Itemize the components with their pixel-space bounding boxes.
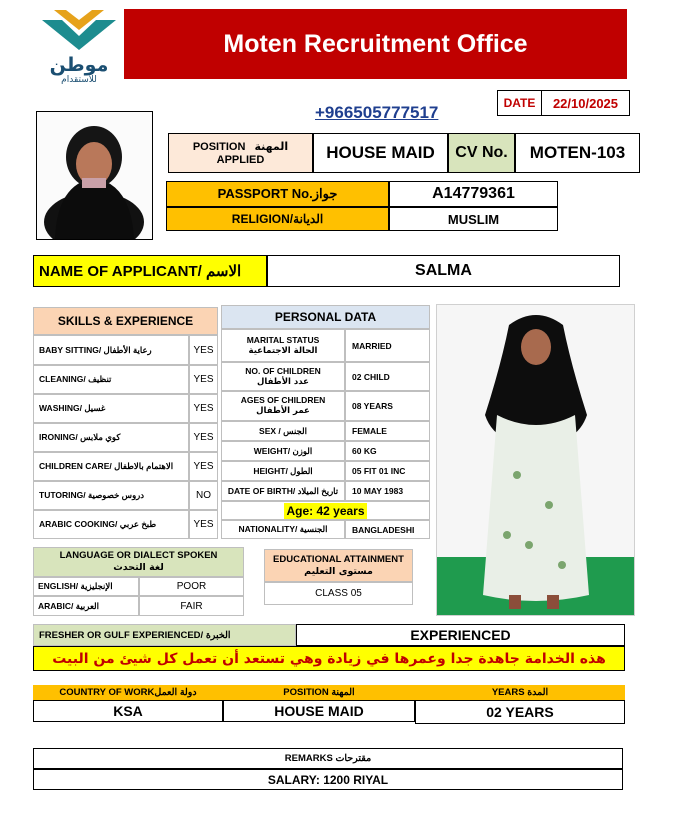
position-applied-label — [168, 133, 313, 173]
personal-label-ar: الحالة الاجتماعية — [248, 345, 318, 356]
skill-value: YES — [189, 394, 218, 423]
remarks-label: REMARKS مقترحات — [33, 748, 623, 769]
passport-label: PASSPORT No.جواز — [166, 181, 389, 207]
personal-value: 05 FIT 01 INC — [345, 461, 430, 481]
language-value: POOR — [139, 577, 244, 596]
remarks-value: SALARY: 1200 RIYAL — [33, 769, 623, 790]
personal-label-en: MARITAL STATUS — [246, 334, 320, 345]
company-logo — [36, 6, 122, 84]
personal-label: HEIGHT/ الطول — [221, 461, 345, 481]
skill-label: BABY SITTING/ رعاية الأطفال — [33, 335, 189, 365]
skill-value: YES — [189, 365, 218, 394]
personal-value: 60 KG — [345, 441, 430, 461]
experience-label: FRESHER OR GULF EXPERIENCED/ الخبرة — [33, 624, 296, 646]
work-position-label: POSITION المهنة — [223, 685, 415, 700]
cv-value: MOTEN-103 — [515, 133, 640, 173]
religion-label: RELIGION/الديانة — [166, 207, 389, 231]
applicant-full-body-photo — [436, 304, 635, 616]
nationality-label: NATIONALITY/ الجنسية — [221, 520, 345, 539]
language-label: ARABIC/ العربية — [33, 596, 139, 616]
experience-value: EXPERIENCED — [296, 624, 625, 646]
skill-value: YES — [189, 452, 218, 481]
age-highlight: Age: 42 years — [286, 503, 365, 518]
logo-chevron-icon — [36, 6, 122, 52]
skill-value: YES — [189, 423, 218, 452]
applicant-name-label: NAME OF APPLICANT/ الاسم — [33, 255, 267, 287]
skill-value: NO — [189, 481, 218, 510]
skill-label: IRONING/ كوي ملابس — [33, 423, 189, 452]
header-banner — [124, 9, 627, 79]
position-applied-value: HOUSE MAID — [313, 133, 448, 173]
personal-label-ar: عمر الأطفال — [256, 406, 310, 416]
phone-number[interactable]: +966505777517 — [315, 103, 439, 122]
personal-value: 08 YEARS — [345, 391, 430, 421]
personal-label-en: AGES OF CHILDREN — [240, 395, 326, 405]
personal-label — [221, 362, 345, 391]
personal-label: DATE OF BIRTH/ تاريخ الميلاد — [221, 481, 345, 501]
personal-value: 10 MAY 1983 — [345, 481, 430, 501]
personal-label — [221, 329, 345, 362]
work-country-label: COUNTRY OF WORKدولة العمل — [33, 685, 223, 700]
skill-label: CHILDREN CARE/ الاهتمام بالاطفال — [33, 452, 189, 481]
arabic-note: هذه الخدامة جاهدة جدا وعمرها في زيادة وهي تستعد أن تعمل كل شيئ من البيت — [33, 646, 625, 671]
education-value: CLASS 05 — [264, 582, 413, 605]
skill-value: YES — [189, 510, 218, 539]
education-title — [264, 549, 413, 582]
skill-label: WASHING/ غسيل — [33, 394, 189, 423]
date-label: DATE — [498, 91, 542, 115]
nationality-value: BANGLADESHI — [345, 520, 430, 539]
personal-value: 02 CHILD — [345, 362, 430, 391]
skill-value: YES — [189, 335, 218, 365]
work-years-label: YEARS المدة — [415, 685, 625, 700]
header-title: Moten Recruitment Office — [223, 29, 528, 58]
cv-label: CV No. — [448, 133, 515, 173]
work-position-value: HOUSE MAID — [223, 700, 415, 722]
personal-value: MARRIED — [345, 329, 430, 362]
education-title-ar: مستوى التعليم — [304, 565, 373, 577]
skill-label: ARABIC COOKING/ طبخ عربي — [33, 510, 189, 539]
applicant-portrait-photo — [36, 111, 153, 240]
personal-label: WEIGHT/ الوزن — [221, 441, 345, 461]
personal-value: FEMALE — [345, 421, 430, 441]
work-country-value: KSA — [33, 700, 223, 722]
position-label-en2: APPLIED — [216, 153, 265, 166]
date-value: 22/10/2025 — [552, 95, 619, 111]
passport-value: A14779361 — [389, 181, 558, 207]
skills-title: SKILLS & EXPERIENCE — [33, 307, 218, 335]
logo-arabic-sub: للاستقدام — [61, 75, 97, 85]
language-title-ar: لغة التحدث — [113, 562, 164, 573]
skill-label: CLEANING/ تنظيف — [33, 365, 189, 394]
personal-data-title: PERSONAL DATA — [221, 305, 430, 329]
age-row — [221, 501, 430, 520]
personal-label: SEX / الجنس — [221, 421, 345, 441]
language-title — [33, 547, 244, 577]
language-title-en: LANGUAGE OR DIALECT SPOKEN — [59, 550, 218, 561]
work-years-value: 02 YEARS — [415, 700, 625, 724]
religion-value: MUSLIM — [389, 207, 558, 231]
personal-label — [221, 391, 345, 421]
position-label-en: POSITION — [192, 140, 246, 153]
language-label: ENGLISH/ الإنجليزية — [33, 577, 139, 596]
position-label-ar: المهنة — [254, 139, 289, 153]
logo-arabic-text: موطن — [49, 54, 109, 76]
skill-label: TUTORING/ دروس خصوصية — [33, 481, 189, 510]
personal-label-en: NO. OF CHILDREN — [245, 365, 321, 376]
language-value: FAIR — [139, 596, 244, 616]
education-title-en: EDUCATIONAL ATTAINMENT — [273, 553, 404, 565]
date-box — [497, 90, 630, 116]
personal-label-ar: عدد الأطفال — [257, 376, 309, 387]
applicant-name-value: SALMA — [267, 255, 620, 287]
